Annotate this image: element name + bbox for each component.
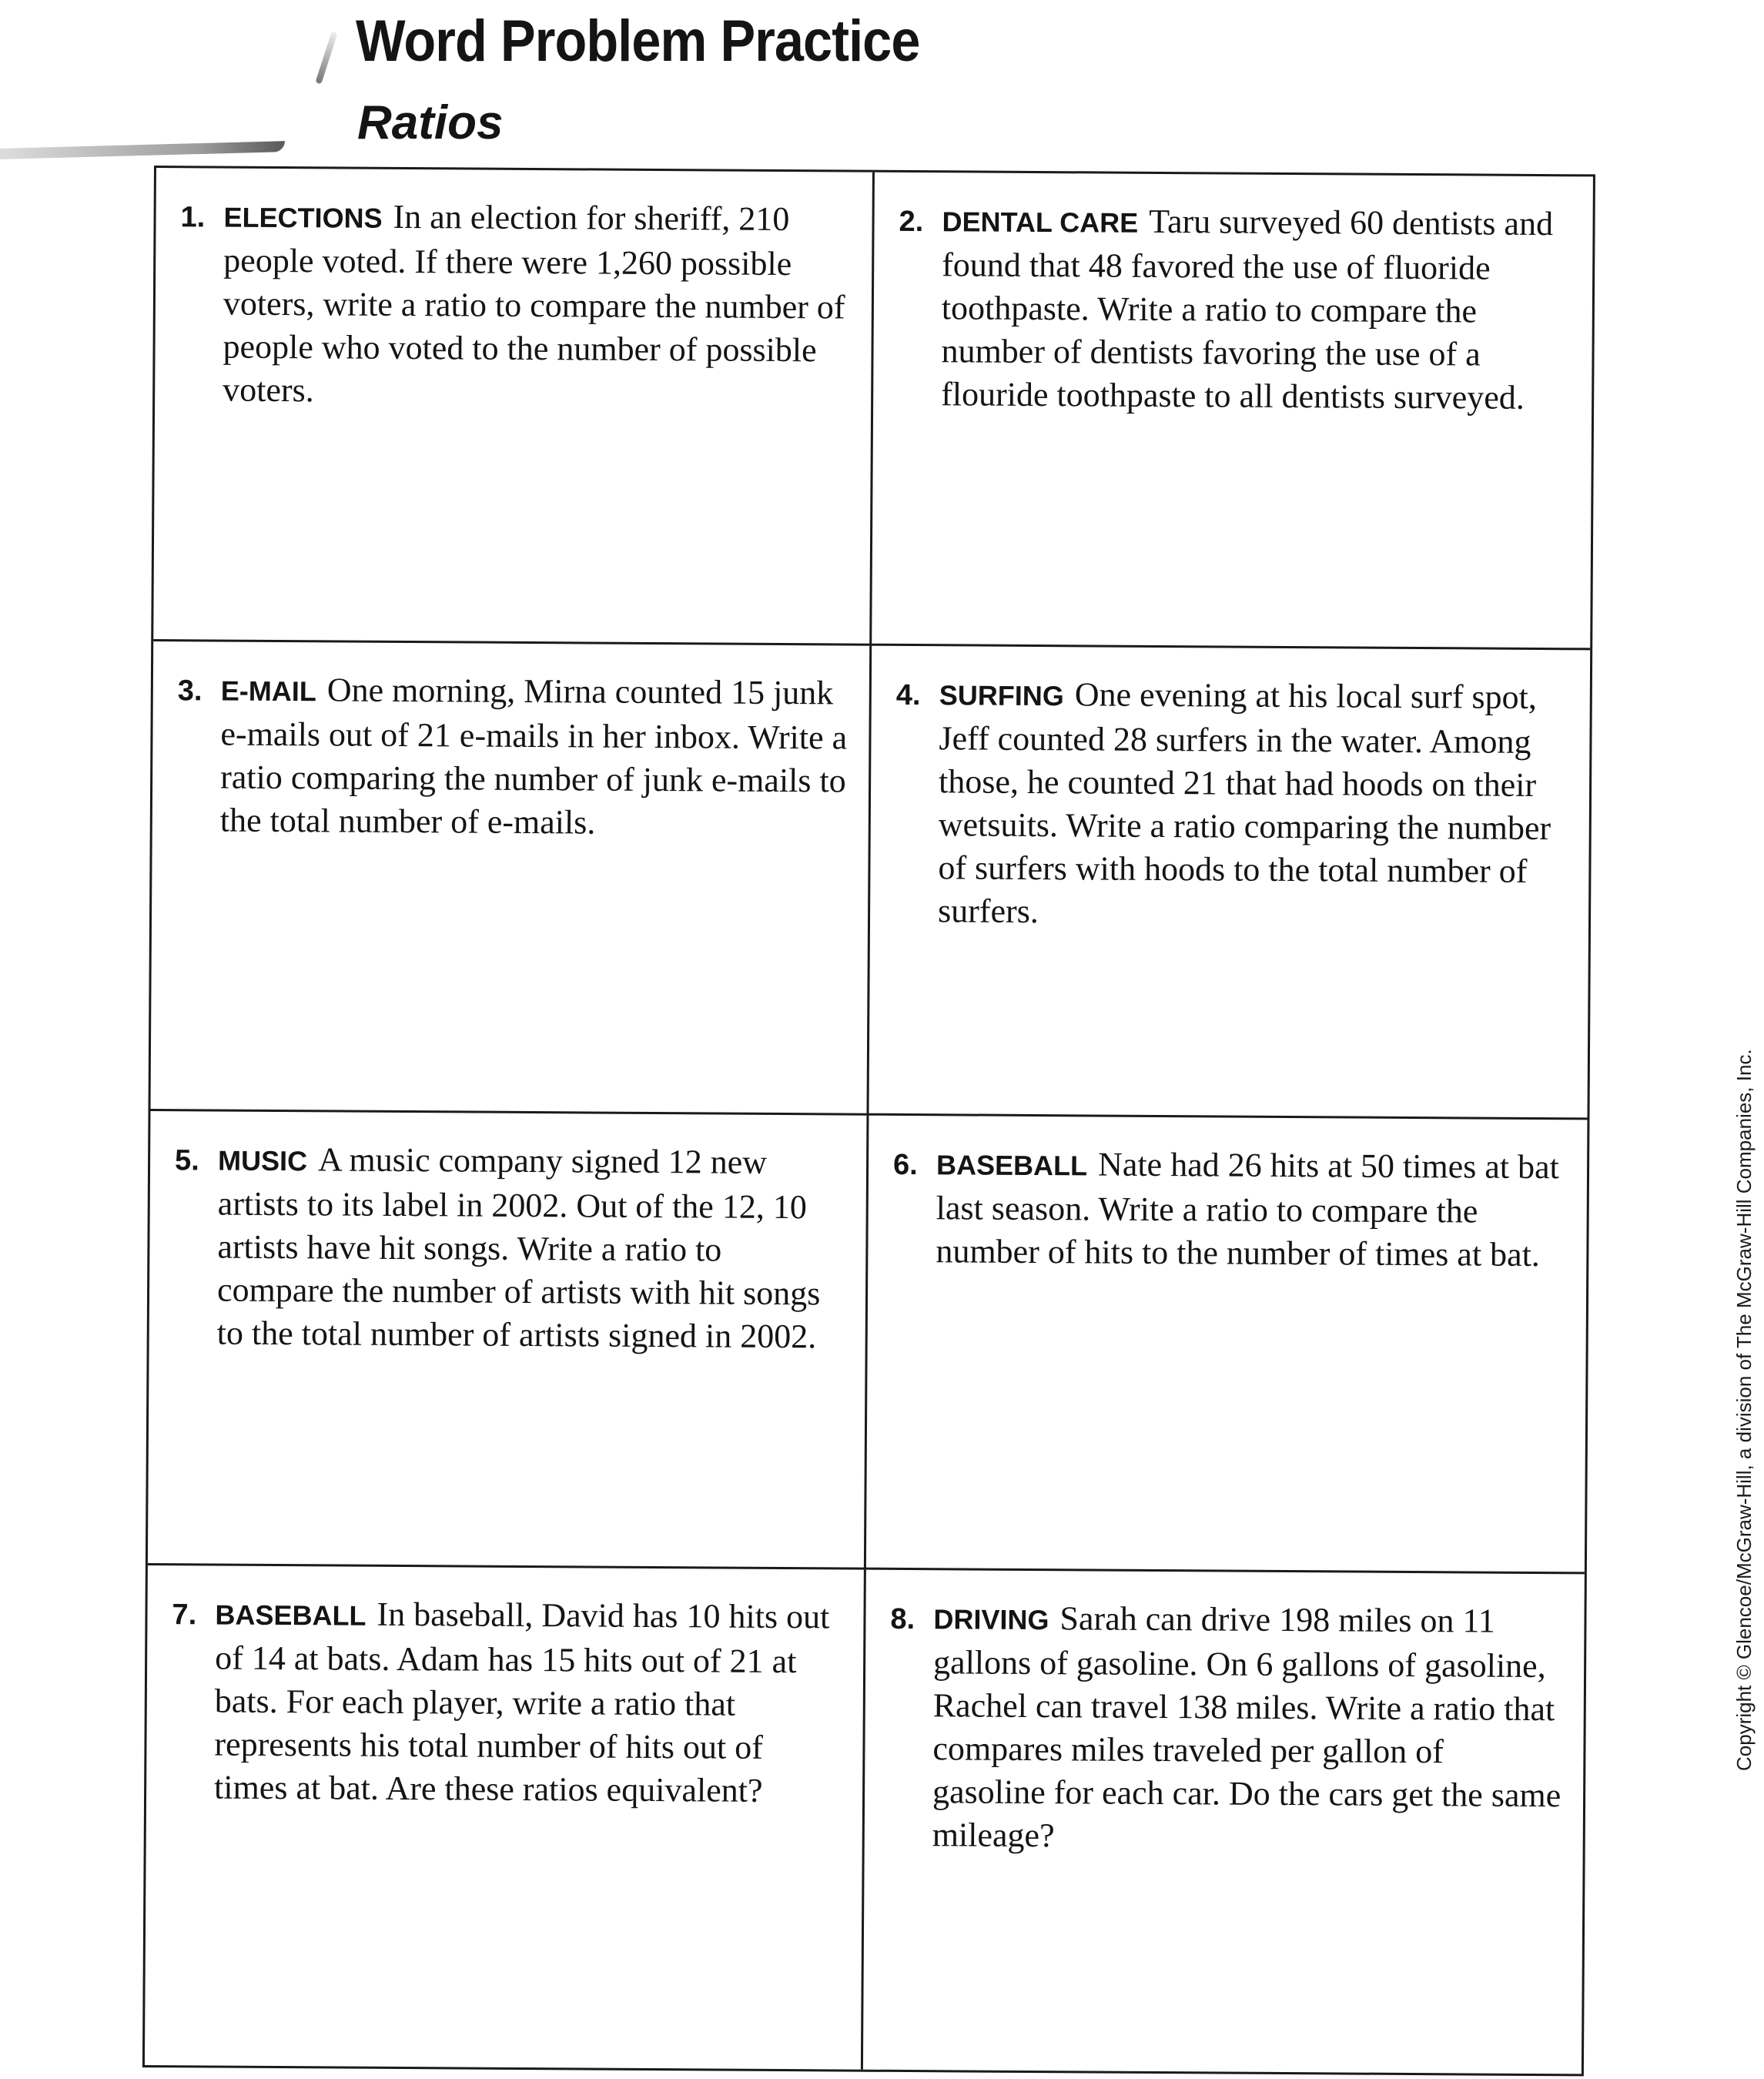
problem-text-8 [889,1596,1563,1860]
problem-topic-1: ELECTIONS [223,201,383,234]
problem-topic-2: DENTAL CARE [942,206,1139,239]
problem-topic-8: DRIVING [933,1603,1049,1636]
problem-number-2: 2. [899,205,924,239]
problem-number-6: 6. [892,1148,918,1182]
problem-number-3: 3. [177,675,203,708]
problem-number-7: 7. [172,1599,197,1632]
problem-text-3 [177,668,848,845]
scan-artifact-mark [315,31,337,84]
problem-number-4: 4. [895,678,921,712]
copyright-notice: Copyright © Glencoe/McGraw-Hill, a division of The McGraw-Hill Companies, Inc. [1732,1049,1756,1771]
problem-body-2: Taru surveyed 60 dentists and found that 48 favored the use of fluoride toothpaste. Write a ratio to compare the number of dentists favoring the use of a flouride toothpaste to all dentists surveyed. [941,202,1554,417]
problem-topic-3: E-MAIL [220,675,316,708]
problem-body-7: In baseball, David has 10 hits out of 14 at bats. Adam has 15 hits out of 21 at bats. For each player, write a ratio that represents his total number of hits out of times at bat. Are these ratios equivalent? [213,1595,830,1810]
problem-number-1: 1. [180,201,206,234]
problem-topic-7: BASEBALL [215,1599,367,1632]
problem-text-7 [171,1592,842,1813]
problem-cell-6 [866,1116,1588,1575]
worksheet-grid [142,166,1595,2076]
problem-text-5 [174,1137,845,1358]
problem-text-6 [892,1142,1565,1277]
problem-cell-1 [153,168,875,646]
page-title: Word Problem Practice [356,8,920,74]
problem-cell-8 [863,1570,1585,2074]
problem-cell-5 [148,1111,869,1570]
problem-text-1 [179,194,851,415]
problem-number-5: 5. [174,1144,199,1177]
page-subtitle: Ratios [357,96,504,149]
problem-cell-7 [145,1565,866,2070]
problem-body-6: Nate had 26 hits at 50 times at bat last season. Write a ratio to compare the number of hits to the number of times at bat. [936,1145,1559,1274]
problem-cell-3 [150,641,872,1116]
problem-topic-6: BASEBALL [936,1149,1088,1182]
scan-artifact-streak [0,141,285,159]
problem-body-4: One evening at his local surf spot, Jeff counted 28 surfers in the water. Among those, he counted 21 that had hoods on their wetsuits. Write a ratio comparing the number of surfers with hoods to the total number of surfers. [937,675,1551,931]
problem-text-2 [898,199,1572,420]
problem-topic-5: MUSIC [217,1144,308,1177]
problem-cell-4 [869,646,1590,1120]
problem-cell-2 [872,172,1593,651]
problem-body-5: A music company signed 12 new artists to its label in 2002. Out of the 12, 10 artists have hit songs. Write a ratio to compare the number of artists with hit songs to the total number of artists signed in 2002. [216,1140,821,1356]
problem-body-3: One morning, Mirna counted 15 junk e-mails out of 21 e-mails in her inbox. Write a ratio comparing the number of junk e-mails to the total number of e-mails. [219,671,848,842]
problem-text-4 [895,672,1568,936]
problem-topic-4: SURFING [939,679,1064,712]
problem-body-1: In an election for sheriff, 210 people voted. If there were 1,260 possible voters, write a ratio to compare the number of people who voted to the number of possible voters. [223,197,845,410]
problem-number-8: 8. [890,1602,915,1636]
problem-body-8: Sarah can drive 198 miles on 11 gallons of gasoline. On 6 gallons of gasoline, Rachel can travel 138 miles. Write a ratio that compares miles traveled per gallon of gasoline for each car. Do the cars get the same mileage? [932,1599,1561,1855]
